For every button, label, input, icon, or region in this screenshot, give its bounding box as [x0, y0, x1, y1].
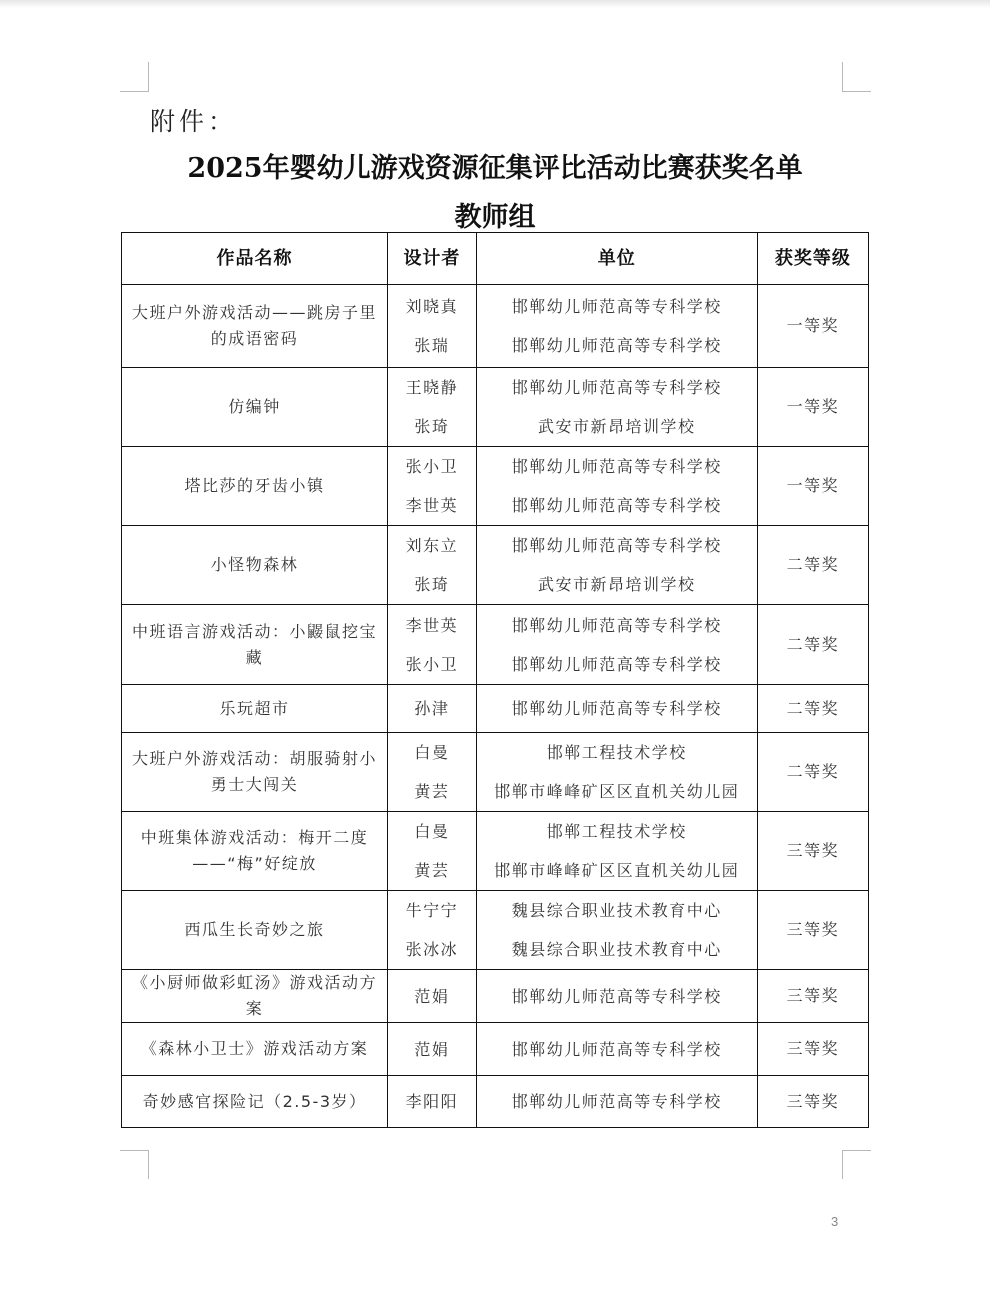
work-name-cell: 大班户外游戏活动：胡服骑射小勇士大闯关	[122, 733, 388, 812]
designer-name: 范娟	[414, 986, 450, 1006]
designer-name: 白曼	[414, 822, 450, 841]
table-row	[122, 605, 869, 685]
designer-name: 张琦	[414, 575, 450, 594]
award-level-cell: 三等奖	[757, 812, 868, 891]
designer-cell	[388, 733, 477, 812]
work-name-cell: 西瓜生长奇妙之旅	[122, 891, 388, 970]
unit-name: 邯郸幼儿师范高等专科学校	[511, 457, 722, 476]
award-level-cell: 三等奖	[757, 891, 868, 970]
award-level-cell: 一等奖	[757, 368, 868, 447]
work-name-cell: 塔比莎的牙齿小镇	[122, 447, 388, 526]
crop-mark-bottom-right	[842, 1150, 871, 1179]
award-level-cell: 二等奖	[757, 685, 868, 733]
designer-name: 张冰冰	[405, 940, 459, 959]
unit-name: 邯郸幼儿师范高等专科学校	[511, 297, 722, 316]
unit-name: 魏县综合职业技术教育中心	[511, 940, 722, 959]
designer-cell	[388, 285, 477, 368]
designer-name: 牛宁宁	[405, 901, 459, 920]
designer-name: 李世英	[405, 496, 459, 515]
table-row	[122, 733, 869, 812]
designer-name: 张小卫	[405, 654, 459, 674]
unit-cell	[476, 368, 757, 447]
awards-table	[121, 232, 869, 1128]
designer-name: 白曼	[414, 743, 450, 762]
work-name-cell: 仿编钟	[122, 368, 388, 447]
table-row	[122, 526, 869, 605]
unit-name: 武安市新昂培训学校	[538, 575, 696, 594]
header-work-name: 作品名称	[122, 233, 388, 285]
designer-cell	[388, 891, 477, 970]
unit-name: 邯郸幼儿师范高等专科学校	[511, 536, 722, 555]
designer-name: 张小卫	[405, 457, 459, 476]
unit-name: 邯郸工程技术学校	[546, 743, 687, 762]
unit-name: 魏县综合职业技术教育中心	[511, 901, 722, 920]
unit-cell	[476, 1023, 757, 1076]
unit-name: 邯郸市峰峰矿区区直机关幼儿园	[494, 861, 740, 880]
unit-name: 邯郸幼儿师范高等专科学校	[511, 378, 722, 397]
crop-mark-top-right	[842, 62, 871, 92]
work-name-cell: 中班语言游戏活动：小鼹鼠挖宝藏	[122, 605, 388, 685]
award-level-cell: 二等奖	[757, 605, 868, 685]
designer-name: 刘晓真	[405, 297, 459, 316]
unit-cell	[476, 891, 757, 970]
unit-cell	[476, 605, 757, 685]
unit-name: 邯郸幼儿师范高等专科学校	[511, 336, 722, 355]
crop-mark-top-left	[120, 62, 149, 92]
unit-name: 邯郸幼儿师范高等专科学校	[511, 654, 722, 674]
work-name-cell: 《小厨师做彩虹汤》游戏活动方案	[122, 970, 388, 1023]
header-award-level: 获奖等级	[757, 233, 868, 285]
unit-name: 邯郸工程技术学校	[546, 822, 687, 841]
attachment-label: 附件：	[150, 107, 238, 136]
designer-cell	[388, 685, 477, 733]
document-title: 2025年婴幼儿游戏资源征集评比活动比赛获奖名单	[187, 153, 803, 184]
crop-mark-bottom-left	[120, 1150, 149, 1179]
unit-name: 邯郸幼儿师范高等专科学校	[511, 615, 722, 635]
unit-name: 邯郸幼儿师范高等专科学校	[511, 1092, 722, 1111]
award-level-cell: 一等奖	[757, 447, 868, 526]
document-subtitle: 教师组	[454, 202, 536, 233]
unit-name: 邯郸幼儿师范高等专科学校	[511, 496, 722, 515]
table-row	[122, 1076, 869, 1128]
designer-name: 张瑞	[414, 336, 450, 355]
designer-cell	[388, 1076, 477, 1128]
table-row	[122, 970, 869, 1023]
designer-cell	[388, 970, 477, 1023]
unit-cell	[476, 285, 757, 368]
table-row	[122, 812, 869, 891]
unit-name: 邯郸幼儿师范高等专科学校	[511, 986, 722, 1006]
designer-name: 黄芸	[414, 861, 450, 880]
work-name-cell: 大班户外游戏活动——跳房子里的成语密码	[122, 285, 388, 368]
award-level-cell: 一等奖	[757, 285, 868, 368]
award-level-cell: 二等奖	[757, 733, 868, 812]
designer-cell	[388, 447, 477, 526]
award-level-cell: 二等奖	[757, 526, 868, 605]
unit-cell	[476, 1076, 757, 1128]
designer-name: 李阳阳	[405, 1092, 459, 1111]
designer-name: 黄芸	[414, 782, 450, 801]
designer-cell	[388, 605, 477, 685]
award-level-cell: 三等奖	[757, 1023, 868, 1076]
unit-name: 邯郸市峰峰矿区区直机关幼儿园	[494, 782, 740, 801]
work-name-cell: 小怪物森林	[122, 526, 388, 605]
award-level-cell: 三等奖	[757, 1076, 868, 1128]
unit-cell	[476, 970, 757, 1023]
designer-name: 范娟	[414, 1039, 450, 1059]
page-number: 3	[831, 1214, 839, 1229]
designer-cell	[388, 1023, 477, 1076]
unit-cell	[476, 812, 757, 891]
unit-cell	[476, 733, 757, 812]
designer-name: 李世英	[405, 615, 459, 635]
work-name-cell: 中班集体游戏活动：梅开二度——“梅”好绽放	[122, 812, 388, 891]
header-unit: 单位	[476, 233, 757, 285]
unit-cell	[476, 526, 757, 605]
designer-name: 孙津	[414, 699, 450, 718]
work-name-cell: 奇妙感官探险记（2.5-3岁）	[122, 1076, 388, 1128]
work-name-cell: 《森林小卫士》游戏活动方案	[122, 1023, 388, 1076]
unit-name: 武安市新昂培训学校	[538, 417, 696, 436]
table-body	[122, 285, 869, 1128]
designer-cell	[388, 812, 477, 891]
table-row	[122, 891, 869, 970]
header-designer: 设计者	[388, 233, 477, 285]
designer-cell	[388, 526, 477, 605]
table-row	[122, 368, 869, 447]
page-top-shadow	[0, 0, 990, 8]
table-row	[122, 447, 869, 526]
unit-name: 邯郸幼儿师范高等专科学校	[511, 699, 722, 718]
unit-cell	[476, 685, 757, 733]
unit-cell	[476, 447, 757, 526]
award-level-cell: 三等奖	[757, 970, 868, 1023]
work-name-cell: 乐玩超市	[122, 685, 388, 733]
table-row	[122, 285, 869, 368]
designer-name: 王晓静	[405, 378, 459, 397]
designer-name: 张琦	[414, 417, 450, 436]
table-header-row	[122, 233, 869, 285]
unit-name: 邯郸幼儿师范高等专科学校	[511, 1039, 722, 1059]
table-row	[122, 685, 869, 733]
table-row	[122, 1023, 869, 1076]
designer-name: 刘东立	[405, 536, 459, 555]
designer-cell	[388, 368, 477, 447]
